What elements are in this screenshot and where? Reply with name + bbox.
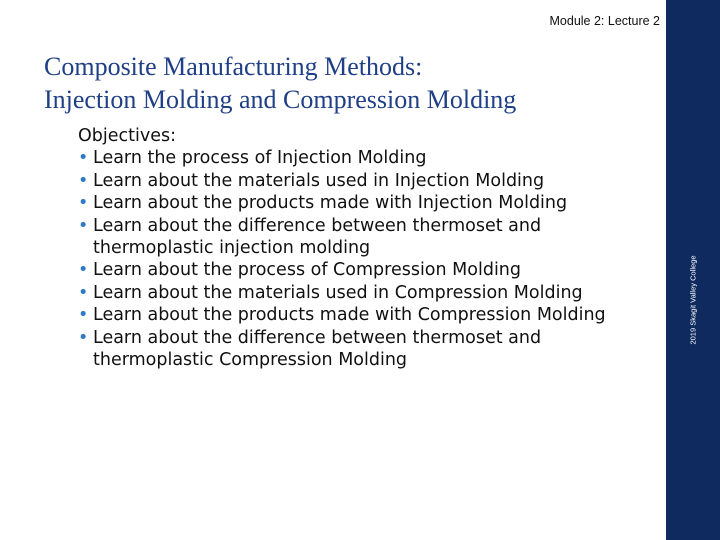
copyright-text: 2019 Skagit Valley College [688, 255, 698, 345]
module-label: Module 2: Lecture 2 [549, 14, 660, 28]
list-item [78, 304, 648, 326]
list-item-text: Learn the process of Injection Molding [93, 148, 427, 169]
bullet-icon: • [78, 148, 89, 169]
bullet-icon: • [78, 260, 89, 281]
list-item [78, 147, 648, 169]
bullet-icon: • [78, 215, 89, 236]
list-item [78, 327, 648, 372]
list-item-text: Learn about the difference between thermoset and thermoplastic Compression Molding [93, 327, 542, 371]
list-item-text: Learn about the difference between thermoset and thermoplastic injection molding [93, 215, 542, 259]
slide-title [44, 50, 654, 116]
list-item-text: Learn about the process of Compression Molding [93, 260, 522, 281]
list-item [78, 170, 648, 192]
list-item [78, 215, 648, 260]
list-item [78, 192, 648, 214]
bullet-icon: • [78, 305, 89, 326]
objectives-heading: Objectives: [78, 126, 176, 146]
list-item-text: Learn about the materials used in Injection Molding [93, 170, 545, 191]
objectives-list [78, 147, 648, 371]
list-item [78, 259, 648, 281]
bullet-icon: • [78, 170, 89, 191]
title-line-2: Injection Molding and Compression Molding [44, 85, 517, 114]
list-item-text: Learn about the materials used in Compression Molding [93, 282, 583, 303]
objectives-block [78, 125, 648, 371]
bullet-icon: • [78, 193, 89, 214]
list-item-text: Learn about the products made with Injection Molding [93, 193, 568, 214]
list-item [78, 282, 648, 304]
title-line-1: Composite Manufacturing Methods: [44, 52, 423, 81]
list-item-text: Learn about the products made with Compression Molding [93, 305, 606, 326]
bullet-icon: • [78, 327, 89, 348]
bullet-icon: • [78, 282, 89, 303]
